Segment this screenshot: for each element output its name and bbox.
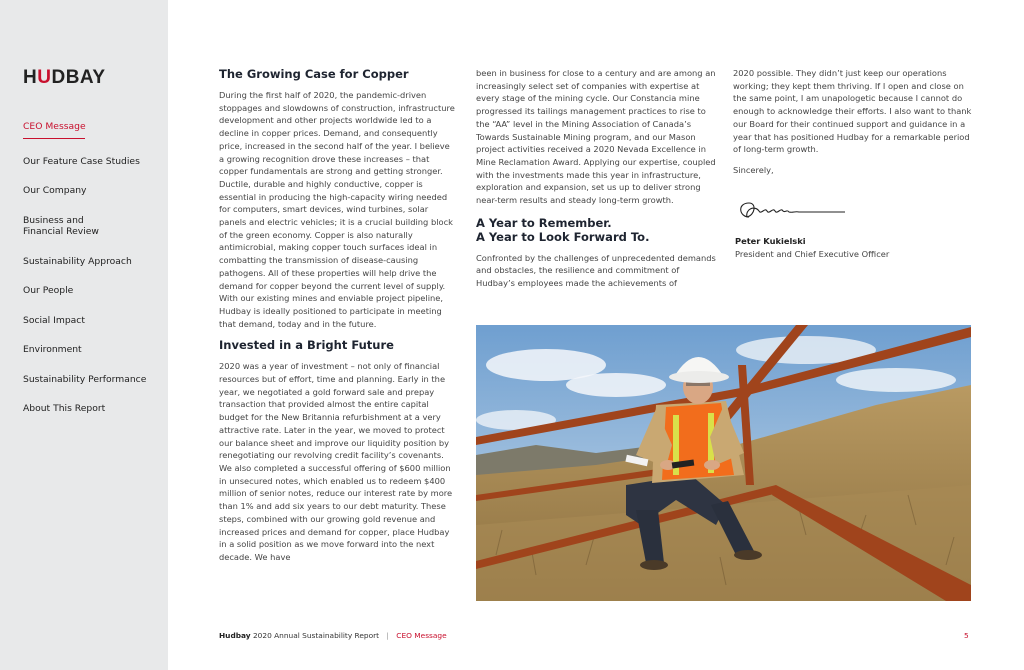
paragraph-expertise: been in business for close to a century and are among an increasingly select set of companies with expertise at every stage of the mining cycle. Our Constancia mine progressed its tailings management practices to rise to the “AA” level in the Mining Association of Canada’s Towards Sustainable Mining program, and our Mason project activities received a 2020 Nevada Excellence in Mine Reclamation Award. Applying our expertise, coupled with the investments made this year in infrastructure, exploration and expansion, set us up to deliver strong near-term results and steady long-term growth.: [476, 68, 716, 206]
footer-report-title: 2020 Annual Sustainability Report: [252, 631, 380, 640]
footer-brand: Hudbay: [219, 631, 251, 640]
footer-separator: |: [386, 631, 389, 640]
nav-item-ceo-message[interactable]: [23, 121, 158, 139]
heading-line1: A Year to Remember.: [476, 215, 612, 230]
active-underline: [23, 138, 85, 139]
nav-item-environment[interactable]: Environment: [23, 344, 82, 355]
column-1: [219, 67, 457, 564]
signature-image: [735, 195, 855, 229]
nav-item-about-this-report[interactable]: About This Report: [23, 403, 106, 414]
sidebar-nav: [23, 121, 158, 415]
nav-item-business-financial-review[interactable]: [23, 215, 158, 238]
footer: [219, 631, 447, 640]
column-2: [476, 67, 718, 290]
nav-item-feature-case-studies[interactable]: Our Feature Case Studies: [23, 155, 140, 167]
nav-item-sustainability-performance[interactable]: Sustainability Performance: [23, 373, 147, 385]
photo-illustration: [476, 325, 971, 601]
paragraph-thanks: 2020 possible. They didn’t just keep our operations working; they kept them thriving. If I open and close on the same point, I am unapologetic because I cannot do enough to acknowledge their efforts. I also want to thank our Board for their continued support and guidance in a year that has positioned Hudbay for a remarkable period of long-term growth.: [733, 68, 972, 155]
column-3: [733, 67, 975, 177]
nav-item-label: CEO Message: [23, 121, 86, 132]
signer-title: President and Chief Executive Officer: [735, 248, 890, 259]
page-number: 5: [964, 631, 969, 640]
nav-item-our-company[interactable]: Our Company: [23, 185, 87, 196]
footer-section-link[interactable]: CEO Message: [396, 631, 447, 640]
hudbay-logo[interactable]: HUDBAY: [23, 67, 106, 88]
paragraph-investment: 2020 was a year of investment – not only of financial resources but of effort, time and planning. Early in the year, we negotiated a gold forward sale and prepay transaction that provided almost the entire capital budget for the New Britannia refurbishment at a very attractive rate. Later in the year, we moved to protect our balance sheet and improve our liquidity position by renegotiating our revolving credit facility’s covenants. We also completed a successful offering of $600 million in unsecured notes, which enabled us to redeem $400 million of senior notes, reduce our interest rate by more than 1% and add six years to our debt maturity. These steps, combined with our growing gold revenue and increased prices and demand for copper, place Hudbay in a solid position as we move forward into the next decade. We have: [219, 361, 453, 562]
nav-item-sustainability-approach[interactable]: Sustainability Approach: [23, 255, 132, 267]
heading-line2: A Year to Look Forward To.: [476, 229, 650, 244]
paragraph-copper: During the first half of 2020, the pandemic-driven stoppages and slowdowns of construction, infrastructure development and other projects worldwide led to a decline in copper prices. Demand, and consequently price, increased in the second half of the year. I believe a growing recognition drove these increases – that copper fundamentals are strong and getting stronger. Ductile, durable and highly conductive, copper is essential in producing the high-capacity wiring needed for computers, smart devices, wind turbines, solar panels and electric vehicles; it is a crucial building block of the green economy. Copper is also naturally antimicrobial, making copper touch surfaces ideal in combatting the transmission of disease-causing pathogens. All of these properties will help drive the demand for copper beyond the current level of supply. With our existing mines and enviable project pipeline, Hudbay is ideally positioned to participate in meeting that demand, today and in the future.: [219, 90, 455, 329]
closing-sincerely: Sincerely,: [733, 164, 774, 175]
signature-block: [735, 195, 889, 260]
sidebar: [0, 0, 168, 670]
paragraph-resilience: Confronted by the challenges of unprecedented demands and obstacles, the resilience and commitment of Hudbay’s employees made the achievements of: [476, 252, 716, 289]
nav-item-social-impact[interactable]: Social Impact: [23, 314, 85, 326]
heading-invested: Invested in a Bright Future: [219, 338, 394, 353]
worker-photo: [476, 325, 971, 601]
nav-item-label-line2: Financial Review: [23, 226, 99, 237]
nav-item-our-people[interactable]: Our People: [23, 285, 74, 296]
nav-item-label-line1: Business and: [23, 214, 84, 226]
signer-name: Peter Kukielski: [735, 236, 806, 246]
heading-year-to-remember: [476, 216, 718, 244]
heading-growing-case: The Growing Case for Copper: [219, 67, 409, 81]
